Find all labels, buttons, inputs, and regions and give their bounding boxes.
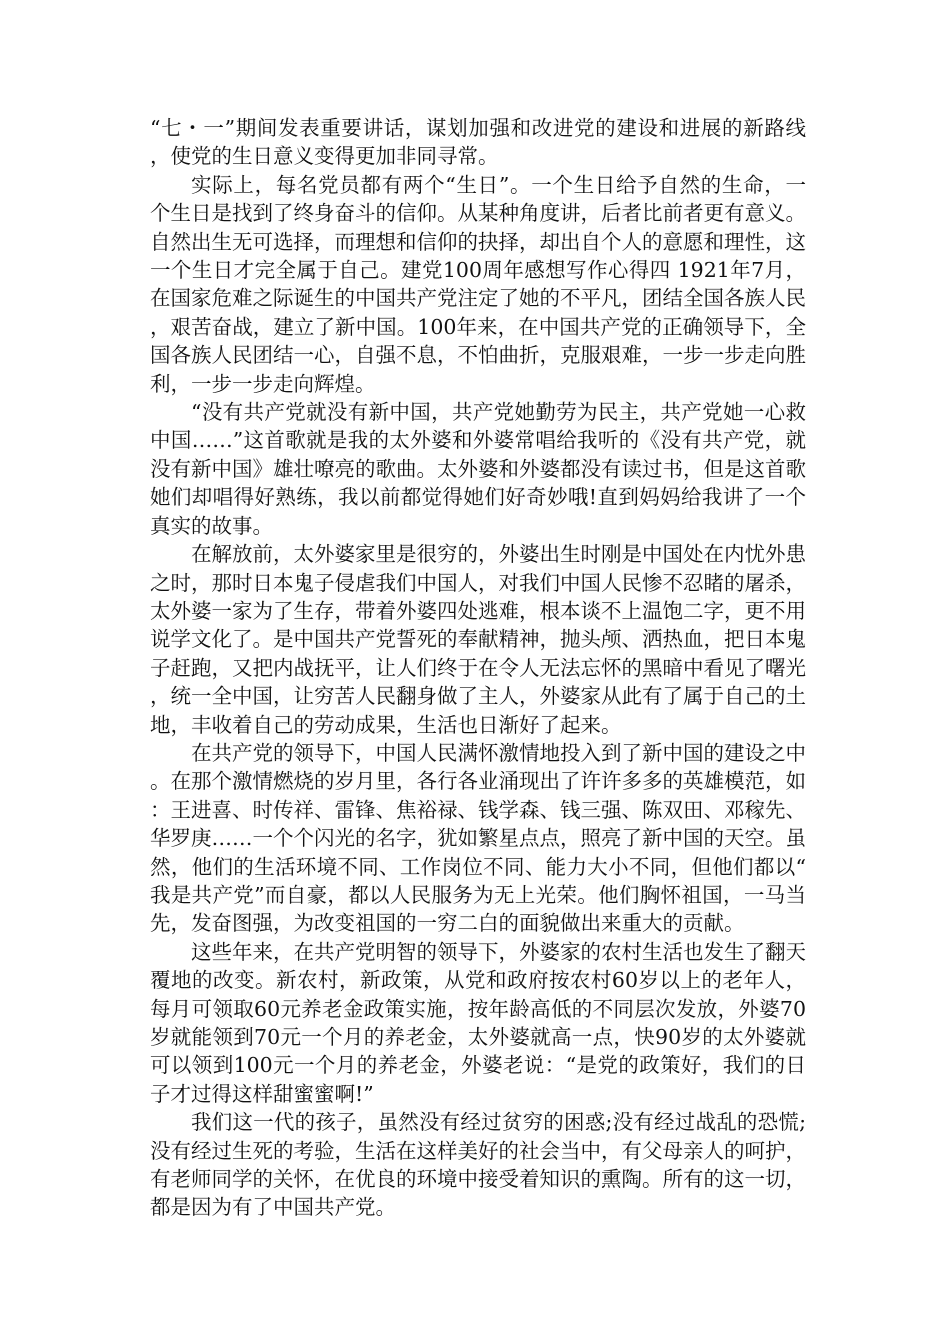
paragraph-5: 在共产党的领导下，中国人民满怀激情地投入到了新中国的建设之中。在那个激情燃烧的岁月里，各行各业涌现出了许许多多的英雄模范，如：王进喜、时传祥、雷锋、焦裕禄、钱学森、钱三强、陈双田、邓稼先、华罗庚……一个个闪光的名字，犹如繁星点点，照亮了新中国的天空。虽然，他们的生活环境不同、工作岗位不同、能力大小不同，但他们都以“我是共产党”而自豪，都以人民服务为无上光荣。他们胸怀祖国，一马当先，发奋图强，为改变祖国的一穷二白的面貌做出来重大的贡献。 — [150, 740, 806, 936]
paragraph-3: “没有共产党就没有新中国，共产党她勤劳为民主，共产党她一心救中国……”这首歌就是我的太外婆和外婆常唱给我听的《没有共产党，就没有新中国》雄壮嘹亮的歌曲。太外婆和外婆都没有读过书，但是这首歌她们却唱得好熟练，我以前都觉得她们好奇妙哦!直到妈妈给我讲了一个真实的故事。 — [150, 400, 806, 538]
document-body — [150, 114, 806, 1222]
paragraph-6: 这些年来，在共产党明智的领导下，外婆家的农村生活也发生了翻天覆地的改变。新农村，新政策，从党和政府按农村60岁以上的老年人，每月可领取60元养老金政策实施，按年龄高低的不同层次发放，外婆70岁就能领到70元一个月的养老金，太外婆就高一点，快90岁的太外婆就可以领到100元一个月的养老金，外婆老说：“是党的政策好，我们的日子才过得这样甜蜜蜜啊!” — [150, 939, 806, 1106]
paragraph-4: 在解放前，太外婆家里是很穷的，外婆出生时刚是中国处在内忧外患之时，那时日本鬼子侵虐我们中国人，对我们中国人民惨不忍睹的屠杀，太外婆一家为了生存，带着外婆四处逃难，根本谈不上温饱二字，更不用说学文化了。是中国共产党誓死的奉献精神，抛头颅、洒热血，把日本鬼子赶跑，又把内战抚平，让人们终于在令人无法忘怀的黑暗中看见了曙光，统一全中国，让穷苦人民翻身做了主人，外婆家从此有了属于自己的土地，丰收着自己的劳动成果，生活也日渐好了起来。 — [150, 542, 806, 737]
paragraph-1: “七・一”期间发表重要讲话，谋划加强和改进党的建设和进展的新路线，使党的生日意义变得更加非同寻常。 — [150, 116, 806, 169]
paragraph-7: 我们这一代的孩子，虽然没有经过贫穷的困惑;没有经过战乱的恐慌;没有经过生死的考验，生活在这样美好的社会当中，有父母亲人的呵护，有老师同学的关怀，在优良的环境中接受着知识的熏陶。所有的这一切，都是因为有了中国共产党。 — [150, 1110, 806, 1220]
paragraph-2: 实际上，每名党员都有两个“生日”。一个生日给予自然的生命，一个生日是找到了终身奋斗的信仰。从某种角度讲，后者比前者更有意义。自然出生无可选择，而理想和信仰的抉择，却出自个人的意愿和理性，这一个生日才完全属于自己。建党100周年感想写作心得四 1921年7月，在国家危难之际诞生的中国共产党注定了她的不平凡，团结全国各族人民，艰苦奋战，建立了新中国。100年来，在中国共产党的正确领导下，全国各族人民团结一心，自强不息，不怕曲折，克服艰难，一步一步走向胜利，一步一步走向辉煌。 — [150, 172, 806, 396]
